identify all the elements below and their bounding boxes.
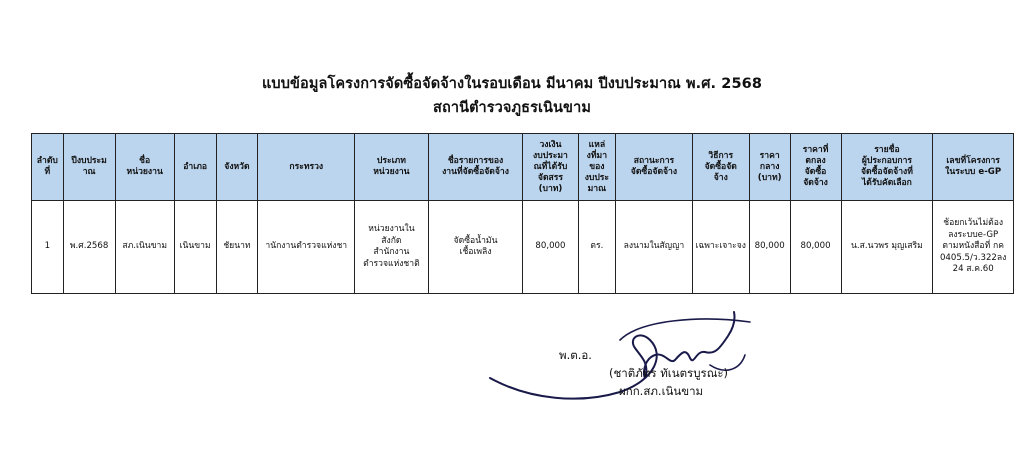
- header-vendor: รายชื่อ ผู้ประกอบการ จัดซื้อจัดจ้างที่ ได้รับคัดเลือก: [841, 134, 933, 201]
- cell-agency-type: หน่วยงานใน สังกัด สำนักงาน ตำรวจแห่งชาติ: [355, 201, 428, 294]
- signatory-position: ผกก.สภ.เนินขาม: [619, 384, 704, 398]
- cell-seq: 1: [32, 201, 64, 294]
- cell-agency: สภ.เนินขาม: [115, 201, 174, 294]
- signatory-rank: พ.ต.อ.: [559, 348, 592, 362]
- handwritten-signature: [470, 300, 770, 415]
- cell-item-name: จัดซื้อน้ำมัน เชื้อเพลิง: [428, 201, 523, 294]
- header-status: สถานะการ จัดซื้อจัดจ้าง: [616, 134, 692, 201]
- cell-budget: 80,000: [523, 201, 578, 294]
- cell-district: เนินขาม: [174, 201, 216, 294]
- cell-ministry: านักงานตำรวจแห่งชา: [258, 201, 355, 294]
- cell-agreed-price: 80,000: [790, 201, 841, 294]
- table-row: [32, 201, 1014, 294]
- cell-vendor: น.ส.นวพร มุญเสริม: [841, 201, 933, 294]
- cell-budget-source: ตร.: [578, 201, 616, 294]
- header-agency-type: ประเภท หน่วยงาน: [355, 134, 428, 201]
- header-budget-source: แหล่ งที่มา ของ งบประ มาณ: [578, 134, 616, 201]
- header-method: วิธีการ จัดซื้อจัด จ้าง: [692, 134, 749, 201]
- signatory-name: (ชาติภัทร ทัเนตรบูรณะ): [609, 366, 729, 380]
- header-agency: ชื่อ หน่วยงาน: [115, 134, 174, 201]
- cell-province: ชัยนาท: [216, 201, 258, 294]
- header-province: จังหวัด: [216, 134, 258, 201]
- cell-egp-number: ช้อยกเว้นไม่ต้อง ลงระบบe-GP ตามหนังสือที่ กค 0405.5/ว.322ลง 24 ส.ค.60: [933, 201, 1014, 294]
- header-seq: ลำดับ ที่: [32, 134, 64, 201]
- document-subtitle: สถานีตำรวจภูธรเนินขาม: [433, 100, 591, 116]
- cell-median-price: 80,000: [749, 201, 790, 294]
- header-median-price: ราคา กลาง (บาท): [749, 134, 790, 201]
- header-egp-number: เลขที่โครงการ ในระบบ e-GP: [933, 134, 1014, 201]
- cell-method: เฉพาะเจาะจง: [692, 201, 749, 294]
- document-title: แบบข้อมูลโครงการจัดซื้อจัดจ้างในรอบเดือน มีนาคม ปีงบประมาณ พ.ศ. 2568: [261, 76, 763, 92]
- header-district: อำเภอ: [174, 134, 216, 201]
- header-fiscal-year: ปีงบประม าณ: [63, 134, 115, 201]
- cell-fiscal-year: พ.ศ.2568: [63, 201, 115, 294]
- procurement-table: [31, 133, 1014, 294]
- table-header-row: [32, 134, 1014, 201]
- header-agreed-price: ราคาที่ ตกลง จัดซื้อ จัดจ้าง: [790, 134, 841, 201]
- header-item-name: ชื่อรายการของ งานที่จัดซื้อจัดจ้าง: [428, 134, 523, 201]
- header-budget: วงเงิน งบประมา ณที่ได้รับ จัดสรร (บาท): [523, 134, 578, 201]
- header-ministry: กระทรวง: [258, 134, 355, 201]
- cell-status: ลงนามในสัญญา: [616, 201, 692, 294]
